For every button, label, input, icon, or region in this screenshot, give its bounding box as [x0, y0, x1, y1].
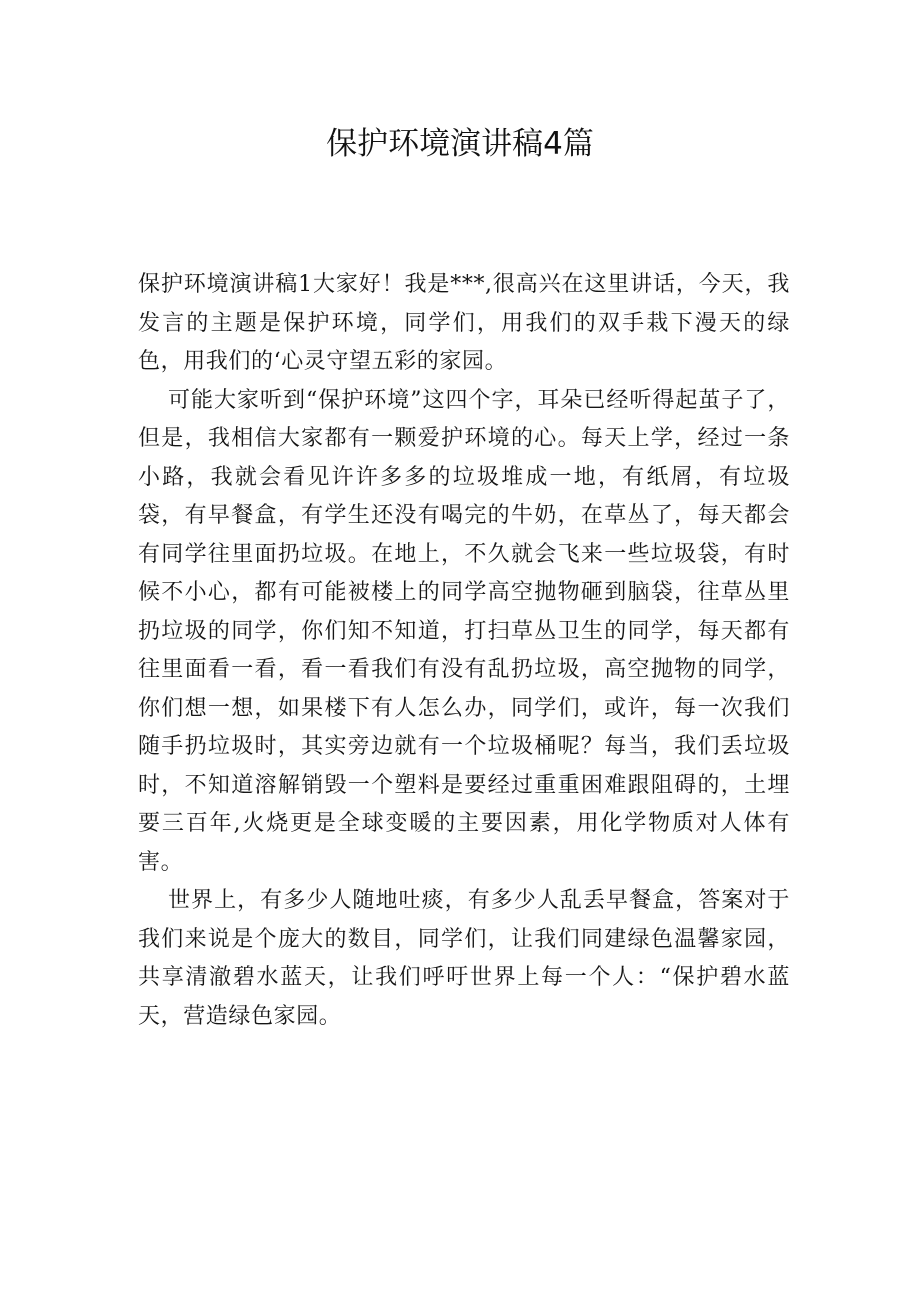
- document-body: [138, 266, 790, 1036]
- paragraph-closing: 世界上，有多少人随地吐痰，有多少人乱丢早餐盒，答案对于我们来说是个庞大的数目，同学们，让我们同建绿色温馨家园，共享清澈碧水蓝天，让我们呼吁世界上每一个人：“保护碧水蓝天，营造绿色家园。: [138, 888, 790, 1029]
- paragraph-intro: 保护环境演讲稿1大家好！我是***,很高兴在这里讲话，今天，我发言的主题是保护环境，同学们，用我们的双手栽下漫天的绿色，用我们的‘心灵守望五彩的家园。: [138, 272, 790, 374]
- paragraph-main: 可能大家听到“保护环境”这四个字，耳朵已经听得起茧子了，但是，我相信大家都有一颗爱护环境的心。每天上学，经过一条小路，我就会看见许许多多的垃圾堆成一地，有纸屑，有垃圾袋，有早餐盒，有学生还没有喝完的牛奶，在草丛了，每天都会有同学往里面扔垃圾。在地上，不久就会飞来一些垃圾袋，有时候不小心，都有可能被楼上的同学高空抛物砸到脑袋，往草丛里扔垃圾的同学，你们知不知道，打扫草丛卫生的同学，每天都有往里面看一看，看一看我们有没有乱扔垃圾，高空抛物的同学，你们想一想，如果楼下有人怎么办，同学们，或许，每一次我们随手扔垃圾时，其实旁边就有一个垃圾桶呢？每当，我们丢垃圾时，不知道溶解销毁一个塑料是要经过重重困难跟阻碍的，土埋要三百年,火烧更是全球变暖的主要因素，用化学物质对人体有害。: [138, 387, 790, 875]
- document-title: 保护环境演讲稿4篇: [326, 126, 594, 162]
